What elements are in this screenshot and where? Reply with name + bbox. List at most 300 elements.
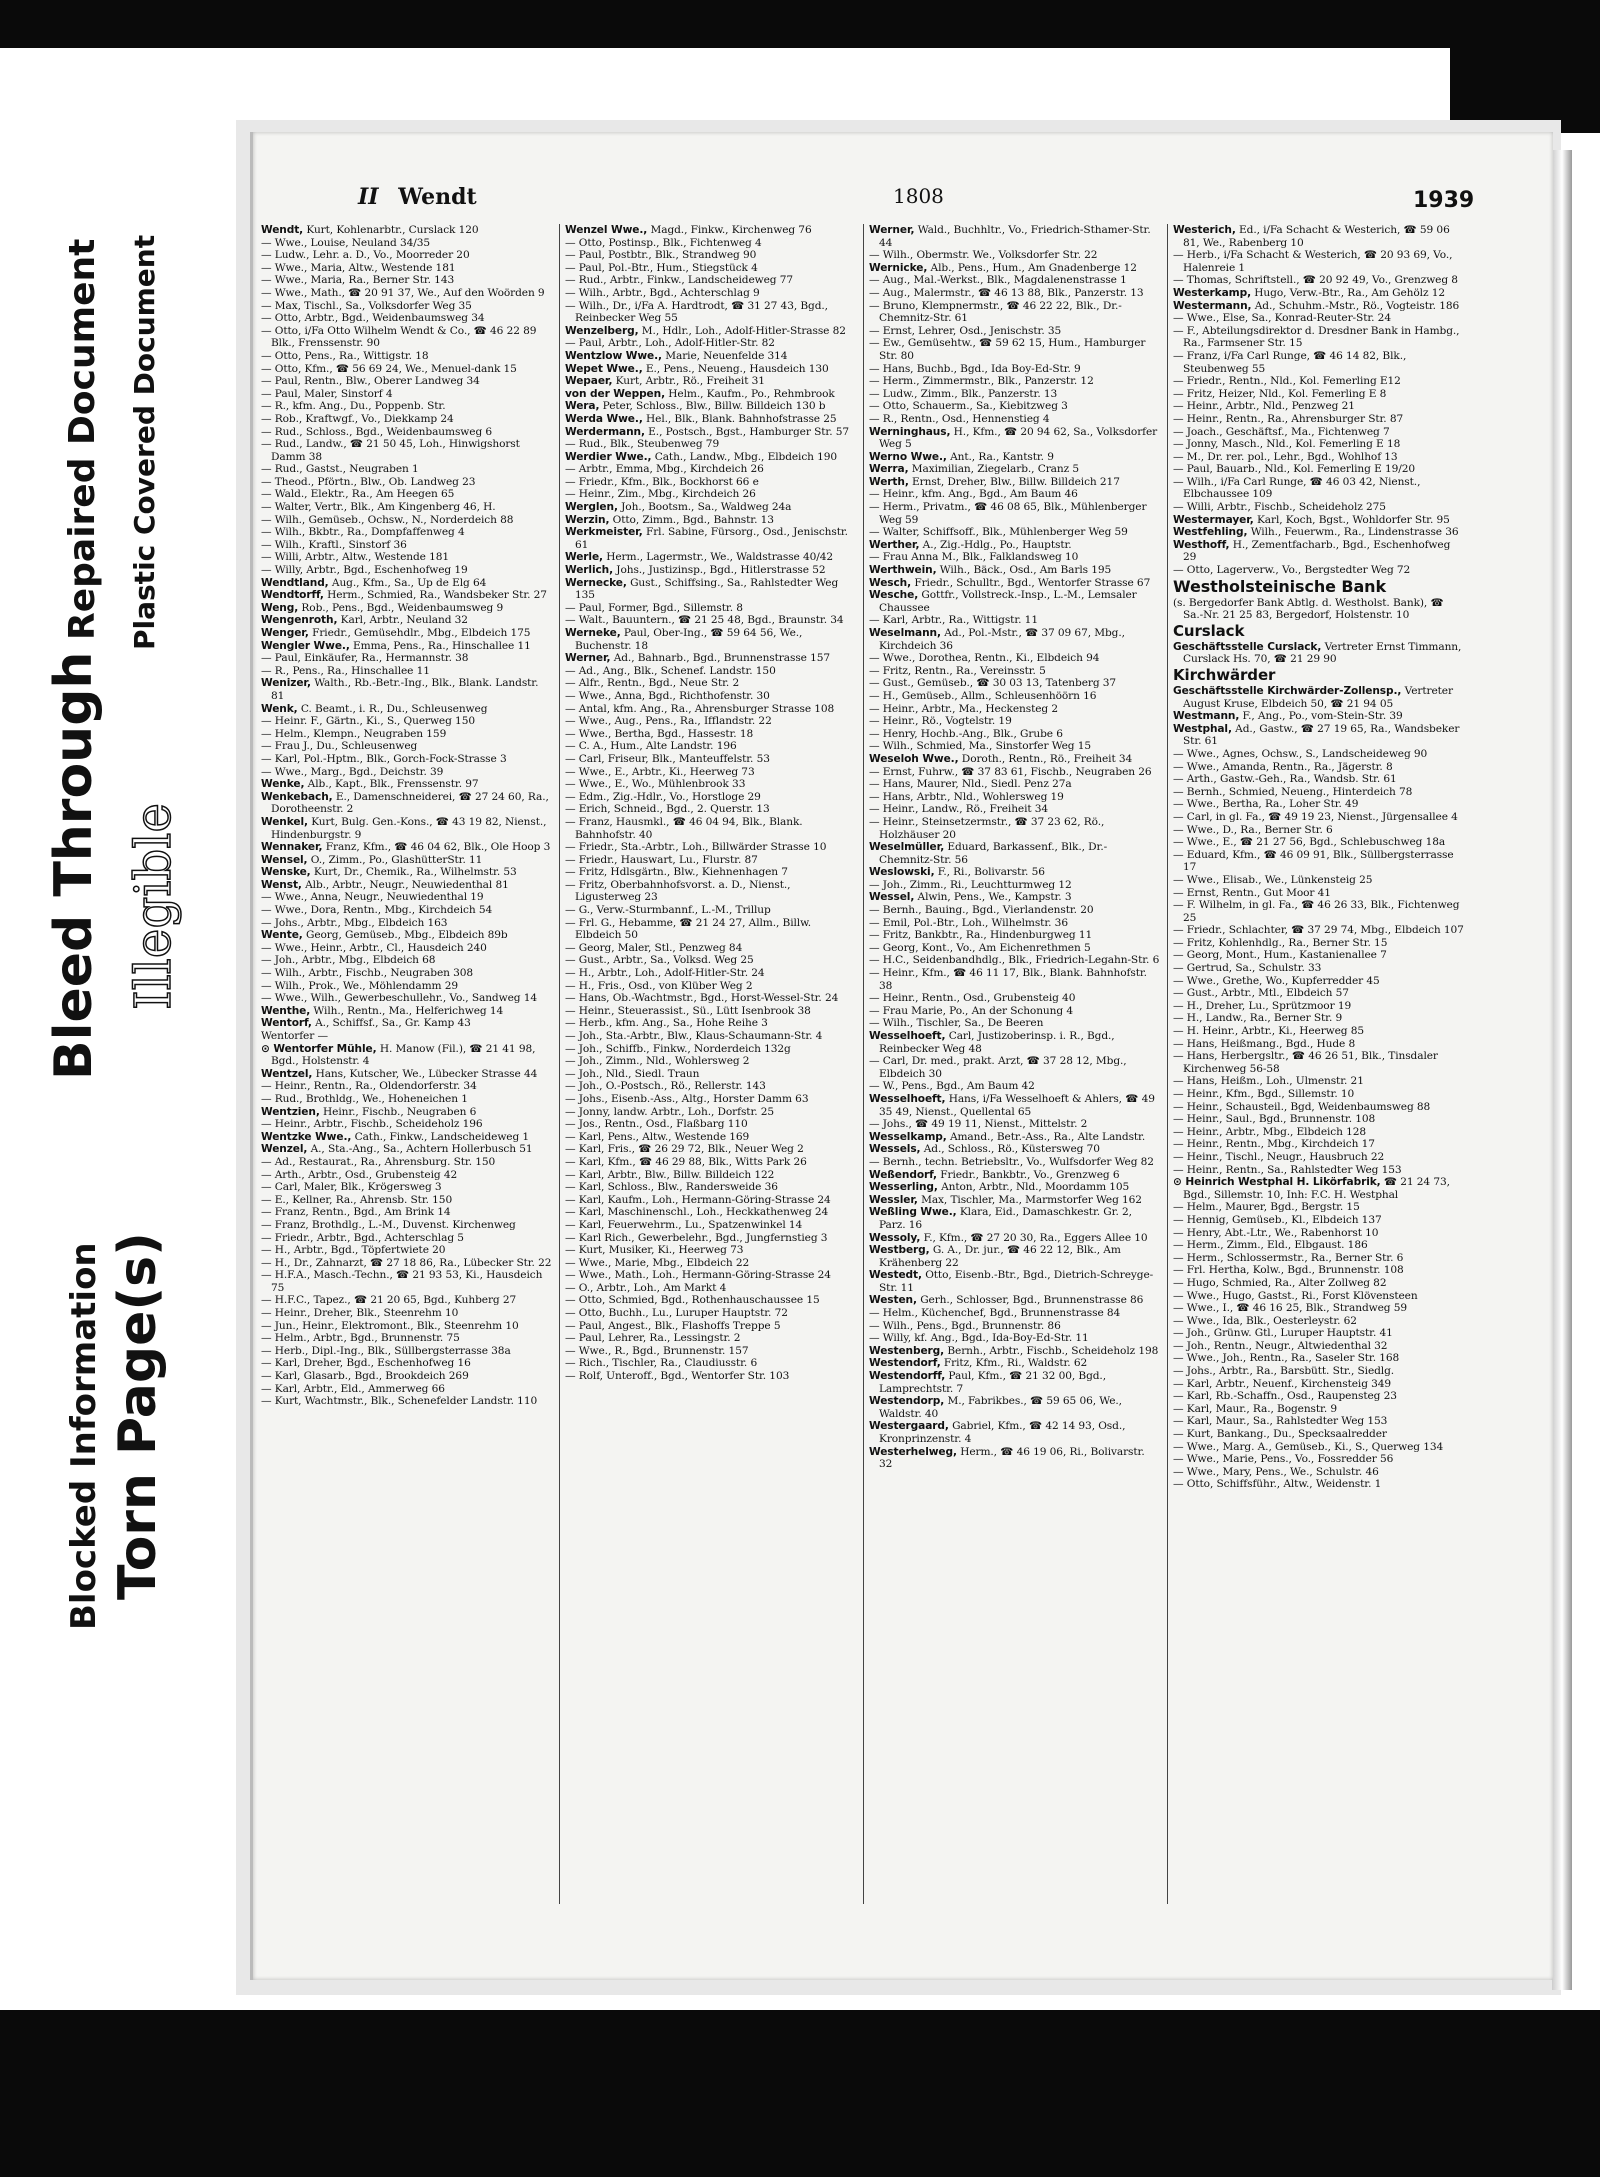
directory-entry: — Fritz, Oberbahnhofsvorst. a. D., Nienst., Ligusterweg 23 (565, 878, 791, 904)
directory-entry: — Wilh., Pens., Bgd., Brunnenstr. 86 (869, 1319, 1061, 1332)
label-blocked-information: Blocked Information (64, 1242, 104, 1630)
directory-entry: Geschäftsstelle Curslack, Vertreter Ernst Timmann, Curslack Hs. 70, ☎ 21 29 90 (1173, 640, 1462, 666)
directory-entry: — Willi, Arbtr., Altw., Westende 181 (261, 551, 450, 564)
directory-entry: Werner, Wald., Buchhltr., Vo., Friedrich-Sthamer-Str. 44 (869, 224, 1151, 249)
directory-entry: — Heinr. F., Gärtn., Ki., S., Querweg 150 (261, 715, 475, 728)
directory-entry: — Walter, Schiffsoff., Blk., Mühlenberger Weg 59 (869, 526, 1128, 539)
directory-entry: — Kurt, Bankang., Du., Specksaalredder (1173, 1428, 1387, 1441)
directory-entry: — Paul, Bauarb., Nld., Kol. Femerling E 19/20 (1173, 463, 1416, 476)
directory-entry: — Paul, Rentn., Blw., Oberer Landweg 34 (261, 375, 480, 388)
directory-entry: — Heinr., Landw., Rö., Freiheit 34 (869, 803, 1049, 816)
page-edge (1552, 150, 1572, 1990)
directory-entry: Westphal, Ad., Gastw., ☎ 27 19 65, Ra., Wandsbeker Str. 61 (1173, 722, 1460, 748)
directory-entry: — Helm., Arbtr., Bgd., Brunnenstr. 75 (261, 1332, 460, 1345)
directory-entry: — Karl, Arbtr., Neuenf., Kirchensteig 349 (1173, 1377, 1392, 1390)
directory-entry: — Heinr., Dreher, Blk., Steenrehm 10 (261, 1307, 459, 1320)
directory-entry: Westerich, Ed., i/Fa Schacht & Westerich, ☎ 59 06 81, We., Rabenberg 10 (1173, 224, 1450, 249)
directory-entry: Wesch, Friedr., Schulltr., Bgd., Wentorfer Strasse 67 (869, 576, 1151, 589)
directory-entry: — Hans, Maurer, Nld., Siedl. Penz 27a (869, 778, 1072, 791)
directory-entry: — Carl, Friseur, Blk., Manteuffelstr. 53 (565, 752, 770, 765)
directory-entry: Wernecke, Gust., Schiffsing., Sa., Rahlstedter Weg 135 (565, 576, 839, 602)
directory-entry: — Heinr., Rentn., Mbg., Kirchdeich 17 (1173, 1138, 1375, 1151)
directory-entry: — Georg, Maler, Stl., Penzweg 84 (565, 941, 743, 954)
directory-entry: — Karl, Rb.-Schaffn., Osd., Raupensteg 23 (1173, 1390, 1397, 1403)
directory-entry: Wenizer, Walth., Rb.-Betr.-Ing., Blk., Blank. Landstr. 81 (261, 677, 539, 702)
directory-entry: — Karl, Maur., Sa., Rahlstedter Weg 153 (1173, 1415, 1388, 1428)
directory-entry: — Karl, Pens., Altw., Westende 169 (565, 1130, 750, 1143)
directory-entry: — Jun., Heinr., Elektromont., Blk., Steenrehm 10 (261, 1319, 519, 1332)
directory-entry: — Johs., Arbtr., Mbg., Elbdeich 163 (261, 916, 448, 929)
directory-entry: — Joh., O.-Postsch., Rö., Rellerstr. 143 (565, 1080, 766, 1093)
directory-entry: — Wwe., Elisab., We., Lünkensteig 25 (1173, 873, 1373, 886)
directory-entry: — Karl, Schloss., Blw., Randersweide 36 (565, 1181, 778, 1194)
directory-entry: — H., Landw., Ra., Berner Str. 9 (1173, 1012, 1343, 1025)
directory-entry: — M., Dr. rer. pol., Lehr., Bgd., Wohlhof 13 (1173, 450, 1398, 463)
column-rule (1167, 224, 1168, 1904)
scan-border-bottom (0, 2010, 1600, 2177)
directory-entry: — Heinr., Steinsetzermstr., ☎ 37 23 62, Rö., Holzhäuser 20 (869, 815, 1105, 841)
directory-entry: — Antal, kfm. Ang., Ra., Ahrensburger Strasse 108 (565, 702, 835, 715)
directory-entry: — Wilh., Obermstr. We., Volksdorfer Str. 22 (869, 249, 1098, 262)
directory-entry: — Heinr., Schausteil., Bgd, Weidenbaumsweg 88 (1173, 1100, 1431, 1113)
directory-entry: — C. A., Hum., Alte Landstr. 196 (565, 740, 737, 753)
directory-entry: — Ernst, Rentn., Gut Moor 41 (1173, 886, 1331, 899)
directory-page (250, 132, 1553, 1980)
directory-entry: Westenberg, Bernh., Arbtr., Fischb., Scheideholz 198 (869, 1344, 1159, 1357)
directory-entry: Westermann, Ad., Schuhm.-Mstr., Rö., Vogteistr. 186 (1173, 299, 1460, 312)
directory-entry: — Herb., i/Fa Schacht & Westerich, ☎ 20 93 69, Vo., Halenreie 1 (1173, 249, 1453, 274)
directory-entry: — Helm., Küchenchef, Bgd., Brunnenstrasse 84 (869, 1307, 1121, 1320)
directory-entry: — Wwe., D., Ra., Berner Str. 6 (1173, 823, 1333, 836)
directory-entry: — Jos., Rentn., Osd., Flaßbarg 110 (565, 1118, 748, 1131)
directory-entry: — Heinr., Arbtr., Fischb., Scheideholz 196 (261, 1118, 483, 1131)
directory-entry: — Ad., Restaurat., Ra., Ahrensburg. Str. 150 (261, 1155, 496, 1168)
directory-entry: Werneke, Paul, Ober-Ing., ☎ 59 64 56, We., Buchenstr. 18 (565, 627, 803, 652)
directory-entry: — Karl, Feuerwehrm., Lu., Spatzenwinkel 14 (565, 1218, 803, 1231)
directory-entry: — Karl, Dreher, Bgd., Eschenhofweg 16 (261, 1357, 471, 1370)
directory-entry: — Wilh., Tischler, Sa., De Beeren (869, 1017, 1044, 1030)
directory-entry: Wenk, C. Beamt., i. R., Du., Schleusenweg (261, 702, 488, 715)
directory-entry: — Wwe., Dorothea, Rentn., Ki., Elbdeich 94 (869, 652, 1100, 665)
directory-entry: — Wwe., E., Wo., Mühlenbrook 33 (565, 778, 746, 791)
directory-entry: — Herm., Schlossermstr., Ra., Berner Str. 6 (1173, 1251, 1404, 1264)
directory-entry: — Heinr., Saul., Bgd., Brunnenstr. 108 (1173, 1113, 1376, 1126)
directory-entry: Wengler Wwe., Emma, Pens., Ra., Hinschallee 11 (261, 639, 531, 652)
directory-entry: — Gertrud, Sa., Schulstr. 33 (1173, 962, 1322, 975)
directory-entry: — H.C., Seidenbandhdlg., Blk., Friedrich-Legahn-Str. 6 (869, 954, 1160, 967)
directory-entry: — Rud., Blk., Steubenweg 79 (565, 438, 720, 451)
directory-entry: Werkmeister, Frl. Sabine, Fürsorg., Osd., Jenischstr. 61 (565, 526, 848, 551)
column-rule (863, 224, 864, 1904)
directory-entry: Wessler, Max, Tischler, Ma., Marmstorfer Weg 162 (869, 1193, 1142, 1206)
directory-entry: — Gust., Gemüseb., ☎ 30 03 13, Tatenberg 37 (869, 677, 1117, 690)
directory-entry: — Wwe., Dora, Rentn., Mbg., Kirchdeich 54 (261, 904, 493, 917)
directory-entry: — Wwe., Agnes, Ochsw., S., Landscheideweg 90 (1173, 747, 1428, 760)
directory-entry: — F., Abteilungsdirektor d. Dresdner Bank in Hambg., Ra., Farmsener Str. 15 (1173, 324, 1460, 350)
directory-entry: Wentorfer — (261, 1030, 328, 1042)
directory-entry: ⊙ Heinrich Westphal H. Likörfabrik, ☎ 21 24 73, Bgd., Sillemstr. 10, Inh: F.C. H. Westphal (1173, 1176, 1450, 1201)
directory-entry: — Wwe., Mary, Pens., We., Schulstr. 46 (1173, 1465, 1379, 1478)
directory-entry: — Joach., Geschäftsf., Ma., Fichtenweg 7 (1173, 425, 1390, 438)
directory-entry: — Wwe., Else, Sa., Konrad-Reuter-Str. 24 (1173, 312, 1391, 325)
directory-entry: — Wwe., Marg. A., Gemüseb., Ki., S., Querweg 134 (1173, 1440, 1444, 1453)
directory-entry: — Karl, Maschinenschl., Loh., Heckkathenweg 24 (565, 1206, 829, 1219)
directory-entry: — Rob., Kraftwgf., Vo., Diekkamp 24 (261, 412, 454, 425)
label-torn-pages: Torn Page(s) (108, 1232, 168, 1600)
directory-entry: — Karl, Arbtr., Eld., Ammerweg 66 (261, 1382, 445, 1395)
directory-entry: — Herm., Zimmermstr., Blk., Panzerstr. 12 (869, 375, 1094, 388)
directory-entry: — Wwe., E., Arbtr., Ki., Heerweg 73 (565, 765, 755, 778)
directory-entry: — Franz, Rentn., Bgd., Am Brink 14 (261, 1206, 451, 1219)
directory-entry: — Fritz, Hdlsgärtn., Blw., Kiehnenhagen 7 (565, 866, 788, 879)
directory-entry: Westedt, Otto, Eisenb.-Btr., Bgd., Dietrich-Schreyge-Str. 11 (869, 1269, 1154, 1294)
directory-entry: — Frl. Hertha, Kolw., Bgd., Brunnenstr. 108 (1173, 1264, 1404, 1277)
directory-entry: — Karl, Maur., Ra., Bogenstr. 9 (1173, 1402, 1338, 1415)
directory-entry: Weßling Wwe., Klara, Eid., Damaschkestr. Gr. 2, Parz. 16 (869, 1206, 1132, 1231)
directory-entry: (s. Bergedorfer Bank Abtlg. d. Westholst. Bank), ☎ Sa.-Nr. 21 25 83, Bergedorf, Holstenstr. 10 (1173, 596, 1444, 622)
directory-entry: — Kurt, Wachtmstr., Blk., Schenefelder Landstr. 110 (261, 1395, 538, 1408)
directory-entry: Werdier Wwe., Cath., Landw., Mbg., Elbdeich 190 (565, 450, 838, 463)
directory-entry: — Carl, in gl. Fa., ☎ 49 19 23, Nienst., Jürgensallee 4 (1173, 810, 1458, 823)
directory-entry: Wenzelberg, M., Hdlr., Loh., Adolf-Hitler-Strasse 82 (565, 324, 846, 337)
directory-entry: — Ludw., Zimm., Blk., Panzerstr. 13 (869, 387, 1058, 400)
directory-entry: — Herm., Privatm., ☎ 46 08 65, Blk., Mühlenberger Weg 59 (869, 501, 1147, 526)
directory-entry: — R., Rentn., Osd., Hennenstieg 4 (869, 412, 1050, 425)
directory-entry: Wesche, Gottfr., Vollstreck.-Insp., L.-M., Lemsaler Chaussee (869, 589, 1137, 614)
label-illegible: Illegible (124, 803, 182, 1010)
directory-entry: Wenger, Friedr., Gemüsehdlr., Mbg., Elbdeich 175 (261, 627, 531, 639)
directory-entry: — Heinr., Rentn., Ra., Oldendorferstr. 34 (261, 1080, 477, 1093)
directory-entry: — Johs., ☎ 49 19 11, Nienst., Mittelstr. 2 (869, 1118, 1088, 1131)
directory-entry: Wentzke Wwe., Cath., Finkw., Landscheideweg 1 (261, 1130, 530, 1143)
directory-entry: — Hans, Ob.-Wachtmstr., Bgd., Horst-Wessel-Str. 24 (565, 992, 839, 1005)
directory-entry: — Otto, Kfm., ☎ 56 69 24, We., Menuel-dank 15 (261, 362, 517, 375)
directory-entry: — Karl, Fris., ☎ 26 29 72, Blk., Neuer Weg 2 (565, 1143, 804, 1156)
directory-entry: Wessels, Ad., Schloss., Rö., Küstersweg 70 (869, 1143, 1100, 1156)
directory-entry: — Ernst, Lehrer, Osd., Jenischstr. 35 (869, 324, 1062, 337)
directory-entry: — Fritz, Rentn., Ra., Vereinsstr. 5 (869, 664, 1046, 677)
directory-entry: Weselmüller, Eduard, Barkassenf., Blk., Dr.-Chemnitz-Str. 56 (869, 841, 1108, 866)
directory-entry: Wendtorff, Herm., Schmied, Ra., Wandsbeker Str. 27 (261, 589, 547, 602)
directory-entry: — Heinr., Kfm., Bgd., Sillemstr. 10 (1173, 1088, 1355, 1100)
directory-entry: — Arbtr., Emma, Mbg., Kirchdeich 26 (565, 463, 764, 476)
directory-entry: — Rud., Gastst., Neugraben 1 (261, 463, 419, 476)
directory-entry: Westfehling, Wilh., Feuerwm., Ra., Lindenstrasse 36 (1173, 526, 1459, 539)
bank-branch-curslack: Curslack (1173, 621, 1245, 640)
directory-entry: Westendorp, M., Fabrikbes., ☎ 59 65 06, We., Waldstr. 40 (869, 1395, 1122, 1420)
directory-entry: — Johs., Eisenb.-Ass., Altg., Horster Damm 63 (565, 1092, 809, 1105)
directory-entry: — Karl, Pol.-Hptm., Blk., Gorch-Fock-Strasse 3 (261, 752, 507, 765)
directory-entry: — Wwe., Grethe, Wo., Kupferredder 45 (1173, 974, 1380, 987)
directory-entry: — Wwe., Marie, Mbg., Elbdeich 22 (565, 1256, 750, 1269)
directory-entry: Wenkebach, E., Damenschneiderei, ☎ 27 24 60, Ra., Dorotheenstr. 2 (261, 790, 549, 816)
directory-entry: — Frau Marie, Po., An der Schonung 4 (869, 1004, 1073, 1017)
directory-entry: — Johs., Arbtr., Ra., Barsbütt. Str., Siedlg. (1173, 1365, 1395, 1378)
directory-entry: Wendt, Kurt, Kohlenarbtr., Curslack 120 (261, 224, 479, 236)
directory-entry: — Otto, i/Fa Otto Wilhelm Wendt & Co., ☎ 46 22 89 Blk., Frenssenstr. 90 (261, 324, 537, 350)
directory-entry: — Arth., Arbtr., Osd., Grubensteig 42 (261, 1168, 458, 1181)
directory-entry: — Frau Anna M., Blk., Falklandsweg 10 (869, 551, 1079, 564)
directory-entry: — Thomas, Schriftstell., ☎ 20 92 49, Vo., Grenzweg 8 (1173, 274, 1458, 287)
directory-entry: — Bernh., Bauing., Bgd., Vierlandenstr. 20 (869, 904, 1094, 917)
directory-entry: — Rich., Tischler, Ra., Claudiusstr. 6 (565, 1357, 758, 1370)
label-bleed-through: Bleed Through (44, 651, 104, 1080)
directory-entry: — Eduard, Kfm., ☎ 46 09 91, Blk., Süllbergsterrasse 17 (1173, 848, 1454, 874)
directory-entry: — Hennig, Gemüseb., Kl., Elbdeich 137 (1173, 1213, 1382, 1226)
directory-entry: Werda Wwe., Hel., Blk., Blank. Bahnhofstrasse 25 (565, 412, 837, 425)
directory-entry: Wentorf, A., Schiffsf., Sa., Gr. Kamp 43 (261, 1017, 471, 1030)
directory-entry: — Wwe., E., ☎ 21 27 56, Bgd., Schlebuschweg 18a (1173, 836, 1446, 849)
directory-entry: — Wwe., I., ☎ 46 16 25, Blk., Strandweg 59 (1173, 1302, 1408, 1315)
directory-entry: — Heinr., Rö., Vogtelstr. 19 (869, 715, 1012, 728)
directory-entry: — Rud., Schloss., Bgd., Weidenbaumsweg 6 (261, 425, 493, 438)
directory-entry: — H., Gemüseb., Allm., Schleusenhöörn 16 (869, 689, 1097, 702)
directory-entry: Wesselkamp, Amand., Betr.-Ass., Ra., Alte Landstr. (869, 1130, 1146, 1143)
page-header (253, 184, 1553, 214)
directory-entry: — Wwe., Heinr., Arbtr., Cl., Hausdeich 240 (261, 941, 487, 954)
directory-entry: Wenkel, Kurt, Bulg. Gen.-Kons., ☎ 43 19 82, Nienst., Hindenburgstr. 9 (261, 815, 547, 841)
directory-column-2 (565, 224, 857, 1904)
directory-entry: — Wwe., Anna, Neugr., Neuwiedenthal 19 (261, 891, 484, 904)
directory-entry: — Paul, Angest., Blk., Flashoffs Treppe 5 (565, 1319, 781, 1332)
directory-entry: — Joh., Sta.-Arbtr., Blw., Klaus-Schaumann-Str. 4 (565, 1030, 823, 1042)
directory-entry: — Aug., Mal.-Werkst., Blk., Magdalenenstrasse 1 (869, 274, 1127, 287)
directory-entry: — Hans, Heißm., Loh., Ulmenstr. 21 (1173, 1075, 1364, 1088)
header-left (358, 184, 477, 210)
directory-entry: — Otto, Pens., Ra., Wittigstr. 18 (261, 349, 429, 362)
directory-entry: — Franz, Hausmkl., ☎ 46 04 94, Blk., Blank. Bahnhofstr. 40 (565, 815, 803, 841)
directory-entry: — Rolf, Unteroff., Bgd., Wentorfer Str. 103 (565, 1370, 790, 1383)
directory-entry: Werthwein, Wilh., Bäck., Osd., Am Barls 195 (869, 564, 1112, 577)
directory-entry: — Ludw., Lehr. a. D., Vo., Moorreder 20 (261, 249, 470, 262)
directory-entry: Wenke, Alb., Kapt., Blk., Frenssenstr. 97 (261, 778, 479, 791)
directory-entry: — Herb., kfm. Ang., Sa., Hohe Reihe 3 (565, 1017, 768, 1030)
directory-entry: — Ad., Ang., Blk., Schenef. Landstr. 150 (565, 664, 776, 677)
directory-entry: — Arth., Gastw.-Geh., Ra., Wandsb. Str. 61 (1173, 773, 1397, 786)
directory-entry: — Otto, Arbtr., Bgd., Weidenbaumsweg 34 (261, 312, 485, 325)
directory-entry: — Friedr., Arbtr., Bgd., Achterschlag 5 (261, 1231, 464, 1244)
directory-entry: Wesselhoeft, Hans, i/Fa Wesselhoeft & Ahlers, ☎ 49 35 49, Nienst., Quellental 65 (869, 1092, 1155, 1118)
directory-entry: — R., kfm. Ang., Du., Poppenb. Str. (261, 400, 446, 413)
directory-entry: — Paul, Pol.-Btr., Hum., Stiegstück 4 (565, 261, 758, 274)
directory-entry: — H., Dr., Zahnarzt, ☎ 27 18 86, Ra., Lübecker Str. 22 (261, 1256, 552, 1269)
directory-entry: — Joh., Grünw. Gtl., Luruper Hauptstr. 41 (1173, 1327, 1393, 1340)
directory-entry: Westerkamp, Hugo, Verw.-Btr., Ra., Am Gehölz 12 (1173, 286, 1446, 299)
directory-entry: — Heinr., Rentn., Ra., Ahrensburger Str. 87 (1173, 412, 1404, 425)
directory-entry: Wendtland, Aug., Kfm., Sa., Up de Elg 64 (261, 576, 487, 589)
directory-entry: — H.F.A., Masch.-Techn., ☎ 21 93 53, Ki., Hausdeich 75 (261, 1269, 543, 1294)
directory-entry: Wentzel, Hans, Kutscher, We., Lübecker Strasse 44 (261, 1067, 538, 1080)
directory-entry: — Karl, Arbtr., Ra., Wittigstr. 11 (869, 614, 1038, 627)
directory-entry: — Frl. G., Hebamme, ☎ 21 24 27, Allm., Billw. Elbdeich 50 (565, 916, 812, 942)
directory-entry: — Wilh., Kraftl., Sinstorf 36 (261, 538, 407, 551)
directory-entry: Werra, Maximilian, Ziegelarb., Cranz 5 (869, 463, 1080, 476)
directory-entry: Wenske, Kurt, Dr., Chemik., Ra., Wilhelmstr. 53 (261, 866, 517, 879)
directory-column-4 (1173, 224, 1465, 1904)
directory-entry: Westen, Gerh., Schlosser, Bgd., Brunnenstrasse 86 (869, 1294, 1144, 1307)
directory-entry: — Fritz, Heizer, Nld., Kol. Femerling E 8 (1173, 387, 1387, 400)
directory-entry: — Wwe., Anna, Bgd., Richthofenstr. 30 (565, 689, 770, 702)
directory-entry: — Jonny, Masch., Nld., Kol. Femerling E 18 (1173, 438, 1401, 451)
directory-entry: — E., Kellner, Ra., Ahrensb. Str. 150 (261, 1193, 453, 1206)
directory-entry: — Gust., Arbtr., Sa., Volksd. Weg 25 (565, 954, 754, 967)
directory-entry: — Wilh., Schmied, Ma., Sinstorfer Weg 15 (869, 740, 1092, 753)
directory-entry: — Wwe., Math., Loh., Hermann-Göring-Strasse 24 (565, 1269, 831, 1282)
directory-entry: — Paul, Einkäufer, Ra., Hermannstr. 38 (261, 652, 469, 665)
directory-entry: — Karl, Kfm., ☎ 46 29 88, Blk., Witts Park 26 (565, 1155, 807, 1168)
directory-entry: — Paul, Maler, Sinstorf 4 (261, 387, 393, 400)
directory-entry: — Fritz, Bankbtr., Ra., Hindenburgweg 11 (869, 929, 1093, 942)
directory-entry: — H. Heinr., Arbtr., Ki., Heerweg 85 (1173, 1025, 1365, 1038)
directory-entry: — Otto, Schauerm., Sa., Kiebitzweg 3 (869, 400, 1068, 413)
directory-entry: — Herm., Zimm., Eld., Elbgaust. 186 (1173, 1239, 1368, 1252)
directory-entry: — Friedr., Schlachter, ☎ 37 29 74, Mbg., Elbdeich 107 (1173, 924, 1464, 937)
directory-entry: — Paul, Former, Bgd., Sillemstr. 8 (565, 601, 743, 614)
column-rule (559, 224, 560, 1904)
directory-entry: — Wald., Elektr., Ra., Am Heegen 65 (261, 488, 455, 501)
directory-entry: — Wwe., Bertha, Ra., Loher Str. 49 (1173, 798, 1359, 811)
directory-entry: — Fritz, Kohlenhdlg., Ra., Berner Str. 15 (1173, 936, 1388, 949)
directory-entry: — Hans, Herbergsltr., ☎ 46 26 51, Blk., Tinsdaler Kirchenweg 56-58 (1173, 1050, 1438, 1075)
label-plastic-covered-document: Plastic Covered Document (128, 234, 161, 650)
directory-entry: — Walt., Bauuntern., ☎ 21 25 48, Bgd., Braunstr. 34 (565, 614, 844, 627)
directory-entry: Westmann, F., Ang., Po., vom-Stein-Str. 39 (1173, 710, 1403, 723)
directory-entry: — Carl, Maler, Blk., Krögersweg 3 (261, 1181, 442, 1194)
directory-entry: Werzin, Otto, Zimm., Bgd., Bahnstr. 13 (565, 513, 774, 526)
directory-entry: Weseloh Wwe., Doroth., Rentn., Rö., Freiheit 34 (869, 752, 1133, 765)
directory-entry: — F. Wilhelm, in gl. Fa., ☎ 46 26 33, Blk., Fichtenweg 25 (1173, 899, 1460, 924)
directory-entry: Wesselhoeft, Carl, Justizoberinsp. i. R., Bgd., Reinbecker Weg 48 (869, 1030, 1115, 1055)
directory-entry: Werle, Herm., Lagermstr., We., Waldstrasse 40/42 (565, 551, 834, 564)
directory-entry: — Wwe., Hugo, Gastst., Ri., Forst Klövensteen (1173, 1289, 1418, 1302)
directory-entry: — Henry, Hochb.-Ang., Blk., Grube 6 (869, 727, 1063, 740)
directory-column-1 (261, 224, 553, 1904)
directory-entry: — Friedr., Kfm., Blk., Bockhorst 66 e (565, 475, 759, 488)
directory-entry: — Willy, Arbtr., Bgd., Eschenhofweg 19 (261, 564, 468, 577)
directory-entry: — Paul, Postbtr., Blk., Strandweg 90 (565, 249, 757, 262)
directory-entry: — Wilh., i/Fa Carl Runge, ☎ 46 03 42, Nienst., Elbchaussee 109 (1173, 475, 1421, 501)
directory-entry: Wernicke, Alb., Pens., Hum., Am Gnadenberge 12 (869, 261, 1137, 274)
directory-entry: — Heinr., Kfm., ☎ 46 11 17, Blk., Blank. Bahnhofstr. 38 (869, 967, 1147, 992)
directory-entry: — Rud., Brothldg., We., Hoheneichen 1 (261, 1092, 468, 1105)
directory-entry: — H.F.C., Tapez., ☎ 21 20 65, Bgd., Kuhberg 27 (261, 1294, 517, 1307)
directory-entry: Werglen, Joh., Bootsm., Sa., Waldweg 24a (565, 501, 792, 514)
header-page-letter: II (358, 184, 379, 210)
directory-entry: — Joh., Schiffb., Finkw., Norderdeich 132g (565, 1042, 791, 1055)
directory-entry: Werner, Ad., Bahnarb., Bgd., Brunnenstrasse 157 (565, 652, 831, 665)
directory-entry: — Wwe., Maria, Ra., Berner Str. 143 (261, 274, 455, 287)
directory-entry: Wengenroth, Karl, Arbtr., Neuland 32 (261, 614, 468, 627)
bank-title: Westholsteinische Bank (1173, 576, 1386, 596)
directory-entry: — Wilh., Gemüseb., Ochsw., N., Norderdeich 88 (261, 513, 514, 526)
directory-entry: — Heinr., Arbtr., Nld., Penzweg 21 (1173, 400, 1355, 413)
directory-entry: Werno Wwe., Ant., Ra., Kantstr. 9 (869, 450, 1054, 463)
directory-entry: — Carl, Dr. med., prakt. Arzt, ☎ 37 28 12, Mbg., Elbdeich 30 (869, 1055, 1127, 1080)
directory-entry: Geschäftsstelle Kirchwärder-Zollensp., Vertreter August Kruse, Elbdeich 50, ☎ 21 94 05 (1173, 685, 1453, 710)
directory-entry: — Joh., Arbtr., Mbg., Elbdeich 68 (261, 954, 436, 967)
directory-entry: — Max, Tischl., Sa., Volksdorfer Weg 35 (261, 299, 472, 312)
directory-entry: — G., Verw.-Sturmbannf., L.-M., Trillup (565, 904, 771, 917)
directory-entry: — Wwe., Amanda, Rentn., Ra., Jägerstr. 8 (1173, 760, 1393, 773)
directory-entry: Weßendorf, Friedr., Bankbtr., Vo., Grenzweg 6 (869, 1168, 1120, 1181)
directory-entry: — Kurt, Musiker, Ki., Heerweg 73 (565, 1244, 744, 1257)
directory-entry: — Otto, Postinsp., Blk., Fichtenweg 4 (565, 236, 762, 249)
directory-entry: — Alfr., Rentn., Bgd., Neue Str. 2 (565, 677, 740, 690)
directory-entry: — Hans, Arbtr., Nld., Wohlersweg 19 (869, 790, 1064, 803)
directory-entry: — H., Arbtr., Bgd., Töpfertwiete 20 (261, 1244, 446, 1257)
directory-entry: — H., Arbtr., Loh., Adolf-Hitler-Str. 24 (565, 967, 765, 980)
directory-entry: — Emil, Pol.-Btr., Loh., Wilhelmstr. 36 (869, 916, 1068, 929)
directory-entry: — Wilh., Prok., We., Möhlendamm 29 (261, 979, 459, 992)
directory-entry: — Wilh., Dr., i/Fa A. Hardtrodt, ☎ 31 27 43, Bgd., Reinbecker Weg 55 (565, 299, 828, 325)
directory-entry: — Willi, Arbtr., Fischb., Scheideholz 275 (1173, 501, 1386, 514)
directory-entry: Westberg, G. A., Dr. jur., ☎ 46 22 12, Blk., Am Krähenberg 22 (869, 1244, 1121, 1269)
directory-entry: — Joh., Zimm., Nld., Wohlersweg 2 (565, 1055, 750, 1068)
directory-entry: Wessoly, F., Kfm., ☎ 27 20 30, Ra., Eggers Allee 10 (869, 1231, 1148, 1244)
directory-entry: — Heinr., Rentn., Osd., Grubensteig 40 (869, 992, 1076, 1005)
directory-entry: — Otto, Schiffsführ., Altw., Weidenstr. 1 (1173, 1478, 1382, 1491)
directory-entry: — Karl, Arbtr., Blw., Billw. Billdeich 122 (565, 1168, 775, 1181)
directory-entry: — Joh., Nld., Siedl. Traun (565, 1067, 700, 1080)
directory-entry: — Hugo, Schmied, Ra., Alter Zollweg 82 (1173, 1276, 1387, 1289)
directory-entry: Weng, Rob., Pens., Bgd., Weidenbaumsweg 9 (261, 601, 504, 614)
directory-entry: — Ew., Gemüsehtw., ☎ 59 62 15, Hum., Hamburger Str. 80 (869, 337, 1146, 362)
directory-entry: — H., Dreher, Lu., Sprützmoor 19 (1173, 999, 1352, 1012)
directory-entry: Weslowski, F., Ri., Bolivarstr. 56 (869, 866, 1045, 879)
directory-entry: — Joh., Zimm., Ri., Leuchtturmweg 12 (869, 878, 1072, 891)
directory-entry: — Erich, Schneid., Bgd., 2. Querstr. 13 (565, 803, 770, 816)
directory-entry: Westermayer, Karl, Koch, Bgst., Wohldorfer Str. 95 (1173, 513, 1450, 526)
directory-entry: Wera, Peter, Schloss., Blw., Billw. Billdeich 130 b (565, 400, 826, 413)
directory-entry: Wepaer, Kurt, Arbtr., Rö., Freiheit 31 (565, 375, 765, 388)
directory-entry: Westendorff, Paul, Kfm., ☎ 21 32 00, Bgd., Lamprechtstr. 7 (869, 1370, 1106, 1395)
directory-entry: Wenzel, A., Sta.-Ang., Sa., Achtern Hollerbusch 51 (261, 1143, 533, 1156)
directory-entry: — Willy, kf. Ang., Bgd., Ida-Boy-Ed-Str. 11 (869, 1332, 1089, 1345)
directory-entry: — Wilh., Arbtr., Fischb., Neugraben 308 (261, 967, 474, 980)
directory-entry: — Franz, Brothdlg., L.-M., Duvenst. Kirchenweg (261, 1218, 516, 1231)
directory-entry: Westhoff, H., Zementfacharb., Bgd., Eschenhofweg 29 (1173, 538, 1451, 564)
directory-entry: — H., Fris., Osd., von Klüber Weg 2 (565, 979, 753, 992)
directory-entry: — Henry, Abt.-Ltr., We., Rabenhorst 10 (1173, 1226, 1379, 1239)
directory-entry: ⊙ Wentorfer Mühle, H. Manow (Fil.), ☎ 21 41 98, Bgd., Holstenstr. 4 (261, 1042, 536, 1068)
directory-entry: — Jonny, landw. Arbtr., Loh., Dorfstr. 25 (565, 1105, 775, 1118)
directory-entry: — Heinr., Rentn., Sa., Rahlstedter Weg 153 (1173, 1163, 1402, 1176)
directory-entry: — Wwe., Marie, Pens., Vo., Fossredder 56 (1173, 1453, 1394, 1466)
directory-entry: — Edm., Zig.-Hdlr., Vo., Horstloge 29 (565, 790, 761, 803)
directory-entry: — Joh., Rentn., Neugr., Altwiedenthal 32 (1173, 1339, 1388, 1352)
directory-entry: — Wwe., Ida, Blk., Oesterleystr. 62 (1173, 1314, 1357, 1327)
directory-entry: Westergaard, Gabriel, Kfm., ☎ 42 14 93, Osd., Kronprinzenstr. 4 (869, 1420, 1126, 1445)
directory-entry: — Wilh., Bkbtr., Ra., Dompfaffenweg 4 (261, 526, 465, 539)
directory-entry: Wesserling, Anton, Arbtr., Nld., Moordamm 105 (869, 1181, 1130, 1194)
directory-entry: — Heinr., Steuerassist., Sü., Lütt Isenbrook 38 (565, 1004, 811, 1017)
directory-entry: — Friedr., Rentn., Nld., Kol. Femerling E12 (1173, 375, 1401, 388)
directory-entry: Wentzlow Wwe., Marie, Neuenfelde 314 (565, 349, 788, 362)
directory-entry: — Paul, Lehrer, Ra., Lessingstr. 2 (565, 1332, 741, 1345)
directory-entry: Werlich, Johs., Justizinsp., Bgd., Hitlerstrasse 52 (565, 564, 826, 577)
directory-entry: — Wwe., Joh., Rentn., Ra., Saseler Str. 168 (1173, 1352, 1400, 1365)
directory-entry: Wennaker, Franz, Kfm., ☎ 46 04 62, Blk., Ole Hoop 3 (261, 841, 551, 854)
directory-entry: — Bernh., Schmied, Neueng., Hinterdeich 78 (1173, 785, 1413, 798)
directory-entry: Westerhelweg, Herm., ☎ 46 19 06, Ri., Bolivarstr. 32 (869, 1445, 1145, 1471)
directory-entry: — Friedr., Sta.-Arbtr., Loh., Billwärder Strasse 10 (565, 841, 827, 854)
directory-entry: Werninghaus, H., Kfm., ☎ 20 94 62, Sa., Volksdorfer Weg 5 (869, 425, 1158, 451)
directory-entry: — Georg, Kont., Vo., Am Eichenrethmen 5 (869, 941, 1091, 954)
directory-entry: — Heinr., Zim., Mbg., Kirchdeich 26 (565, 488, 756, 501)
directory-entry: — Heinr., Arbtr., Ma., Heckensteg 2 (869, 702, 1059, 715)
directory-entry: — Heinr., Arbtr., Mbg., Elbdeich 128 (1173, 1125, 1367, 1138)
directory-entry: — Wwe., R., Bgd., Brunnenstr. 157 (565, 1344, 749, 1357)
